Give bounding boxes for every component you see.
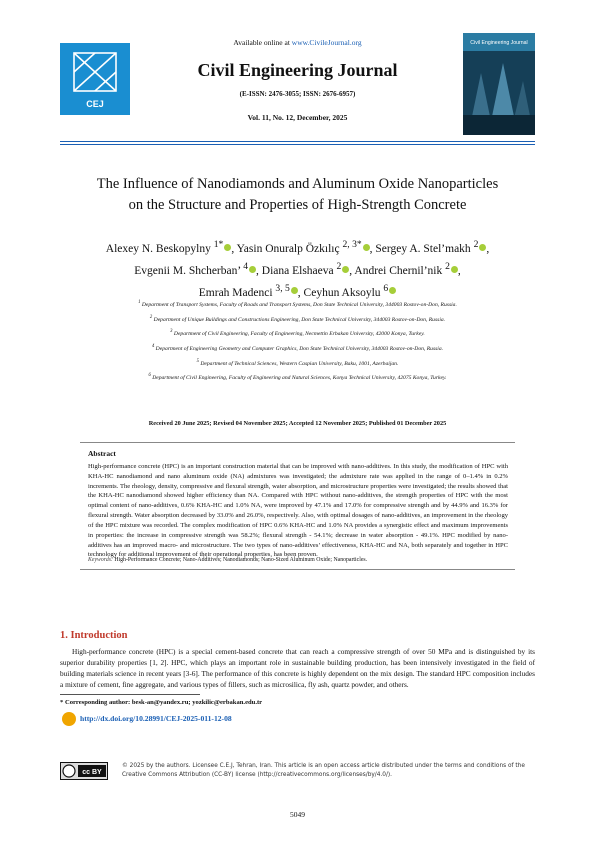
header-rule-bottom [60,144,535,145]
affiliation: $^2$ Department of Unique Buildings and Constructions Engineering, Don State Technical University, 344003 Rostov-on-Don, Russia. [149,314,446,323]
paper-title: The Influence of Nanodiamonds and Aluminum Oxide Nanoparticles on the Structure and Properties of High-Strength Concrete [96,176,499,213]
cover-title: Civil Engineering Journal [470,40,528,46]
logo-text: CEJ [86,99,104,109]
author-name: Ceyhun Aksoylu [303,286,381,299]
journal-title: Civil Engineering Journal [197,60,398,80]
page-number: 5049 [290,810,305,819]
affiliation: $^3$ Department of Civil Engineering, Faculty of Engineering, Necmettin Erbakan University, 42000 Konya, Turkey. [170,329,425,338]
corresponding-author: * Corresponding author: besk-an@yandex.ru; yozkilic@erbakan.edu.tr [60,699,263,706]
orcid-icon[interactable] [291,287,298,294]
journal-volume: Vol. 11, No. 12, December, 2025 [247,113,348,122]
author-name: Andrei Chernil’nik [354,264,443,277]
author-name: Yasin Onuralp Özkılıç [236,242,340,255]
affiliation: $^4$ Department of Engineering Geometry and Computer Graphics, Don State Technical University, 344003 Rostov-on-Don, Russia. [151,343,444,352]
keywords-list: High-Performance Concrete; Nano-Additives; Nanodiamonds; Nano-Sized Aluminum Oxide; Nanoparticles. [114,557,368,563]
header-rule-top [60,141,535,142]
affiliation: $^5$ Department of Technical Sciences, Western Caspian University, Baku, 1001, Azerbaijan. [196,358,399,367]
affiliation: $^1$ Department of Transport Systems, Faculty of Roads and Transport Systems, Don State Technical University, 344003 Rostov-on-Don, Russia. [138,300,457,308]
publication-dates: Received 20 June 2025; Revised 04 November 2025; Accepted 12 November 2025; Published 01 December 2025 [148,420,447,427]
introduction-text: High-performance concrete (HPC) is a special cement-based concrete that can reach a compressive strength of over 50 MPa and is distinguished by its superior durability properties [1, 2]. HPC, which plays an important role in sustainable building production, has been intensively investigated in the field of building materials science in recent years [3-6]. The performance of this concrete is highly dependent on the mix design. The standard HPC composition includes a mixture of cement, fine aggregate, and various types of fillers, such as microsilica, fly ash, quartz powder, and others. [60,647,535,690]
footnote-rule [60,694,200,695]
doi-icon [62,712,76,726]
author-name: Alexey N. Beskopylny [105,242,211,255]
orcid-icon[interactable] [451,266,458,273]
author-name: Evgenii M. Shcherban’ [134,264,241,277]
cc-label: cc BY [82,769,102,776]
orcid-icon[interactable] [389,287,396,294]
author-name: Diana Elshaeva [261,264,334,277]
affiliations [40,297,555,385]
author-list: Alexey N. Beskopylny $^{1*}$ , Yasin Onuralp Özkılıç $^{2, 3*}$ , Sergey A. Stel’makh $^2$ , Evgenii M. Shcherban’ $^4$ , Diana Elshaeva $^2$ , Andrei Chernil’nik $^2$ , Emrah Madenci $^{3, 5}$ , Ceyhun Aksoylu $^6$ [105,239,490,299]
abstract-text: High-performance concrete (HPC) is an important construction material that can be improved with nano-additives. In this study, the modification of HPC with KHA-HC nanodiamond and nano aluminum oxide (NA) admixtures was investigated; the admixture rate was applied in the range of 0–1.4% in 0.2% increments. The rheology, density, compressive and flexural strength, water absorption, and microstructure properties were investigated; the results showed that the KHA-HC nanodiamond showed higher efficiency than NA. Compared with HPC without nano-additives, the strength properties of HPC with the most optimal content of nano-additives, 0.6% KHA-HC and 1.0% NA, were improved by 47.1% and 17.0% for compressive strength and by 44.9% and 16.3% for flexural strength. Water absorption decreased by 33.0% and 26.0%, respectively. Also, with optimal dosages of nano-additives, an improvement in the rheology of the HPC mixture was recorded. The complex modification of HPC 0.6% KHA-HC and 1.0% NA provides a synergistic effect and maximum improvements in properties: the increase in compressive strength was 58.2%; flexural strength - 54.1%; decrease in water absorption - 49.1%. HPC modified by nano-additives has an improved macro- and microstructure. The two types of nano-additives’ effectiveness, KHA-HC and NA, both separately and together in HPC technology for additional improvement of their operational properties, has been proven. [88,463,508,559]
orcid-icon[interactable] [224,244,231,251]
keywords [88,557,508,563]
author-name: Emrah Madenci [198,286,273,299]
author-name: Sergey A. Stel’makh [375,242,471,255]
orcid-icon[interactable] [342,266,349,273]
keywords-label: Keywords: [88,557,113,563]
journal-website-link[interactable]: www.CivileJournal.org [291,38,362,47]
journal-issn: (E-ISSN: 2476-3055; ISSN: 2676-6957) [239,90,356,98]
affiliation: $^6$ Department of Civil Engineering, Faculty of Engineering and Natural Sciences, Konya Technical University, 42075 Konya, Turkey. [148,373,447,382]
orcid-icon[interactable] [249,266,256,273]
cc-by-badge[interactable] [60,762,108,780]
orcid-icon[interactable] [363,244,370,251]
orcid-icon[interactable] [479,244,486,251]
availability-line: Available online at www.CivileJournal.org [233,38,362,47]
doi-link[interactable]: http://dx.doi.org/10.28991/CEJ-2025-011-12-08 [80,714,232,723]
license-text: © 2025 by the authors. Licensee C.E.J, Tehran, Iran. This article is an open access article distributed under the terms and conditions of the Creative Commons Attribution (CC-BY) license (http://creativecommons.org/licenses/by/4.0/). [122,763,525,778]
section-heading-introduction: 1. Introduction [60,630,128,641]
abstract-heading: Abstract [88,449,116,458]
